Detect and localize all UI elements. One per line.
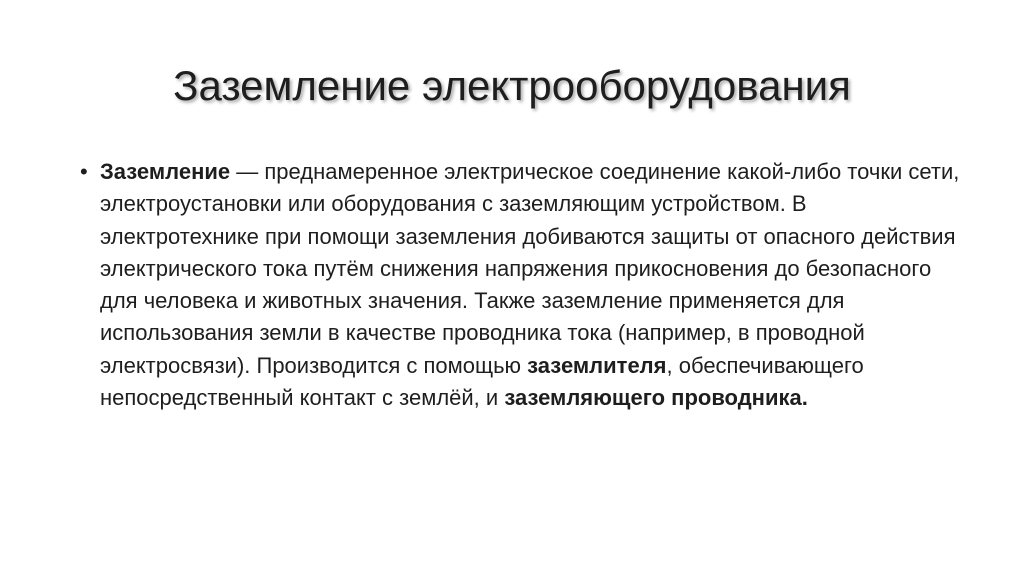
bullet-paragraph bbox=[100, 156, 960, 414]
term-ground-electrode: заземлителя bbox=[527, 352, 667, 378]
paragraph-text-1: — преднамеренное электрическое соединение какой-либо точки сети, электроустановки или оборудования с заземляющим устройством. В электротехнике при помощи заземления добиваются защиты от опасного действия электрического тока путём снижения напряжения прикосновения до безопасного для человека и животных значения. Также заземление применяется для использования земли в качестве проводника тока (например, в проводной электросвязи). Производится с помощью bbox=[100, 159, 960, 378]
term-grounding-conductor: заземляющего проводника. bbox=[504, 385, 808, 411]
slide-title: Заземление электрооборудования bbox=[173, 62, 851, 109]
paragraph-text-2: , обеспечивающего непосредственный контакт с землёй, и bbox=[100, 352, 864, 411]
term-grounding: Заземление bbox=[100, 159, 231, 184]
slide-body bbox=[80, 156, 960, 414]
bullet-item bbox=[80, 156, 960, 414]
bullet-icon: • bbox=[80, 159, 88, 184]
